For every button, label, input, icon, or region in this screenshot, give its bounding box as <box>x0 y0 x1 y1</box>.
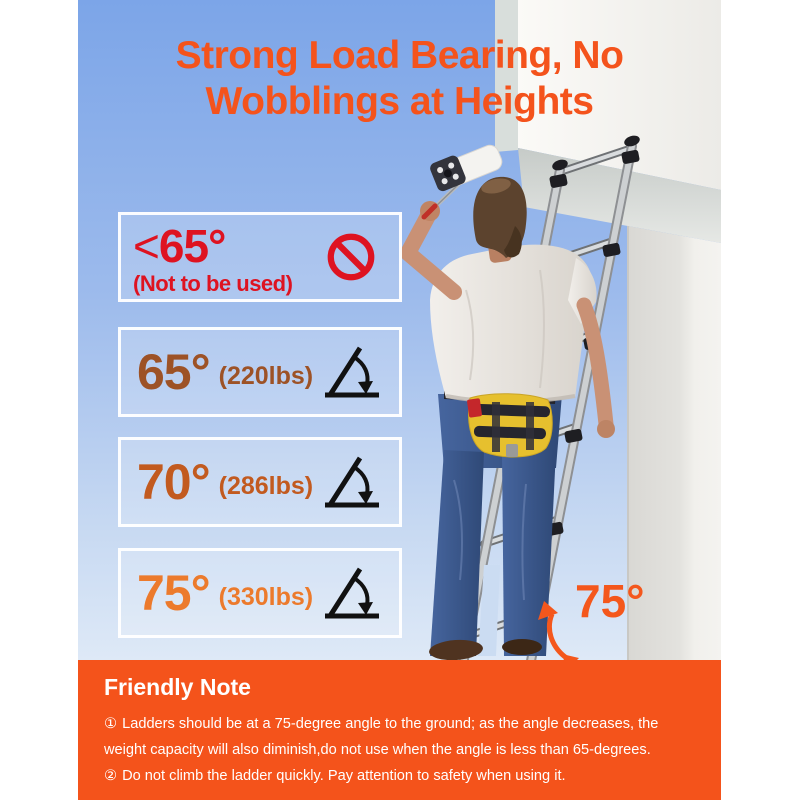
angle-arc-icon <box>321 454 383 510</box>
note-item-2-text: Do not climb the ladder quickly. Pay attention to safety when using it. <box>122 768 566 784</box>
circled-number-2: ② <box>104 768 118 784</box>
note-item-1-text: Ladders should be at a 75-degree angle to the ground; as the angle decreases, the weight capacity will also diminish,do not use when the angle is less than 65-degrees. <box>104 716 659 758</box>
card-75 <box>118 548 402 638</box>
worker-shoe-2 <box>502 639 542 655</box>
friendly-note-panel <box>78 660 721 800</box>
angle-arc-icon <box>321 344 383 400</box>
note-item-1 <box>104 711 703 763</box>
headline-line1: Strong Load Bearing, No <box>175 34 624 77</box>
circled-number-1: ① <box>104 716 118 732</box>
waist-bag <box>467 394 552 457</box>
card-70 <box>118 437 402 527</box>
angle-callout-label: 75° <box>575 575 645 627</box>
friendly-note-heading: Friendly Note <box>104 674 251 700</box>
load-value: (220lbs) <box>218 361 314 390</box>
angle-value: 75° <box>137 565 210 621</box>
load-value: (286lbs) <box>218 471 314 500</box>
worker-shirt <box>430 245 597 402</box>
angle-value: 70° <box>137 454 210 510</box>
card-under-65 <box>118 212 402 302</box>
no-entry-icon <box>325 231 377 283</box>
photo-area <box>78 0 721 660</box>
angle-arc-icon <box>321 565 383 621</box>
headline <box>78 33 721 125</box>
angle-value: 65° <box>158 220 226 272</box>
headline-line2: Wobblings at Heights <box>205 80 594 123</box>
card-65 <box>118 327 402 417</box>
worker-fist <box>420 201 440 221</box>
load-value: (330lbs) <box>218 582 314 611</box>
less-than-sign: < <box>133 220 159 272</box>
note-item-2 <box>104 763 703 789</box>
not-to-be-used-caption: (Not to be used) <box>133 271 293 296</box>
angle-value: 65° <box>137 344 210 400</box>
